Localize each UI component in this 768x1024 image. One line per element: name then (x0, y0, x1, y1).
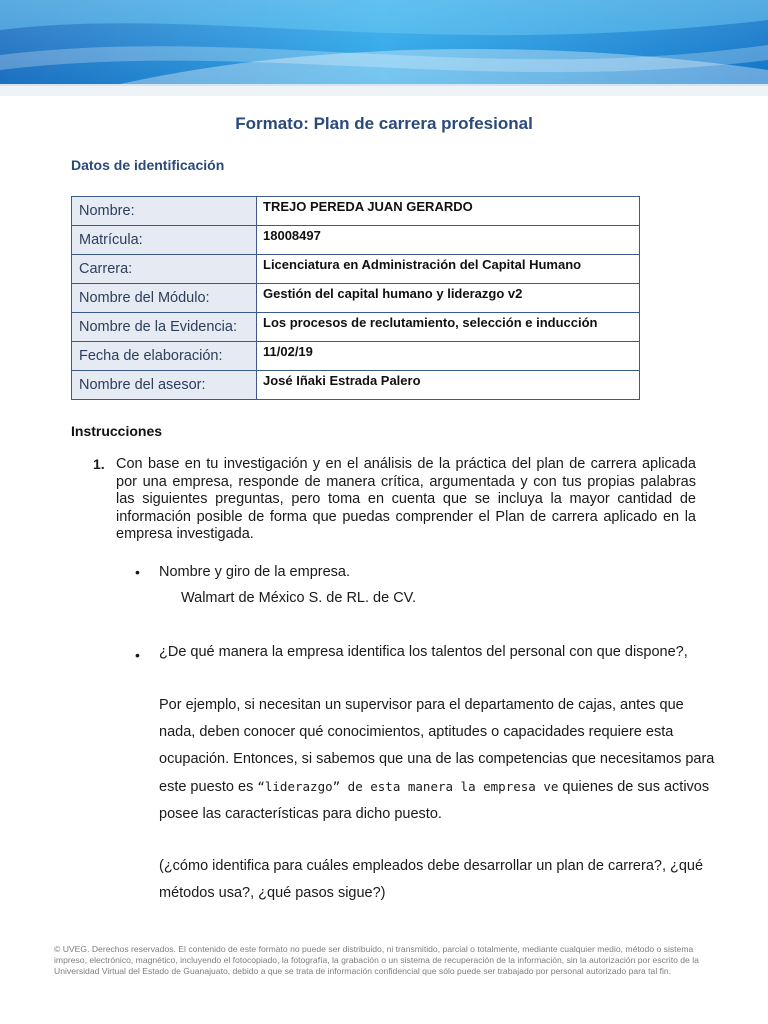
instructions-heading: Instrucciones (71, 423, 163, 439)
field-label: Nombre: (72, 197, 257, 226)
field-label: Nombre del asesor: (72, 371, 257, 400)
field-label: Carrera: (72, 255, 257, 284)
identification-table (71, 196, 640, 400)
question-career-plan: (¿cómo identifica para cuáles empleados debe desarrollar un plan de carrera?, ¿qué métodos usa?, ¿qué pasos sigue?) (159, 858, 704, 901)
field-label: Fecha de elaboración: (72, 342, 257, 371)
answer-mono-text: “liderazgo” de esta manera la empresa ve (257, 779, 559, 794)
answer-text: quienes de sus activos posee las características para dicho puesto. (159, 779, 710, 822)
bullet-icon: • (135, 647, 140, 663)
copyright-footer: © UVEG. Derechos reservados. El contenido de este formato no puede ser distribuido, ni transmitido, parcial o totalmente, mediante cualquier medio, método o sistema impreso, electrónico, magnético, incluyendo el fotocopiado, la fotografía, la grabación o un sistema de recuperación de la información, sin la autorización por escrito de la Universidad Virtual del Estado de Guanajuato, debido a que se trata de información confidencial que sólo puede ser trabajado por personal autorizado para tal fin. (54, 944, 699, 976)
field-value: TREJO PEREDA JUAN GERARDO (257, 197, 640, 226)
banner-graphic (0, 0, 768, 96)
answer-company: Walmart de México S. de RL. de CV. (181, 590, 417, 606)
table-row (72, 255, 640, 284)
field-label: Nombre del Módulo: (72, 284, 257, 313)
field-value: 11/02/19 (257, 342, 640, 371)
table-row (72, 371, 640, 400)
field-value: Licenciatura en Administración del Capital Humano (257, 255, 640, 284)
field-value: Gestión del capital humano y liderazgo v2 (257, 284, 640, 313)
answer-talents (159, 692, 719, 828)
table-row (72, 284, 640, 313)
section-heading-identification: Datos de identificación (71, 157, 225, 173)
field-label: Nombre de la Evidencia: (72, 313, 257, 342)
header-banner (0, 0, 768, 96)
table-row (72, 313, 640, 342)
bullet-text-company: Nombre y giro de la empresa. (159, 564, 350, 580)
field-label: Matrícula: (72, 226, 257, 255)
table-row (72, 226, 640, 255)
table-row (72, 197, 640, 226)
document-title: Formato: Plan de carrera profesional (235, 114, 533, 133)
field-value: Los procesos de reclutamiento, selección e inducción (257, 313, 640, 342)
bullet-text-talents: ¿De qué manera la empresa identifica los talentos del personal con que dispone?, (159, 644, 688, 660)
field-value: 18008497 (257, 226, 640, 255)
question-number: 1. (93, 456, 105, 472)
question-text: Con base en tu investigación y en el análisis de la práctica del plan de carrera aplicada por una empresa, responde de manera crítica, argumentada y con tus propias palabras las siguientes preguntas, pero toma en cuenta que se incluya la mayor cantidad de información posible de forma que puedas comprender el Plan de carrera aplicado en la empresa investigada. (116, 456, 696, 542)
bullet-icon: • (135, 564, 140, 580)
table-row (72, 342, 640, 371)
answer-text: Por ejemplo, si necesitan un supervisor para el departamento de cajas, antes que nada, deben conocer qué conocimientos, aptitudes o capacidades requiere esta ocupación. Entonces, si sabemos que una de las competencias que necesitamos para este puesto es (159, 697, 715, 795)
field-value: José Iñaki Estrada Palero (257, 371, 640, 400)
